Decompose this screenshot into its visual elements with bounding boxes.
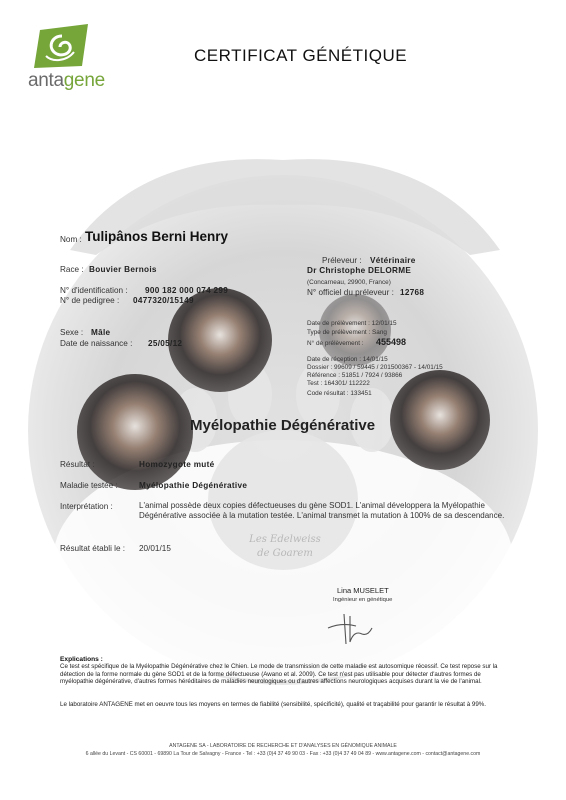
dog-photo-2 [77, 374, 193, 490]
etabli-value: 20/01/15 [139, 544, 171, 553]
explications-paragraph-1: Ce test est spécifique de la Myélopathie Dégénérative chez le Chien. Le mode de transmission de cette maladie est autosomique récessif. Ce test repose sur la détection de la forme normale du gène SOD1 et de la forme défectueuse (Awano et al. 2009). Ce test n'est pas utilisable pour détecter d'autres formes de myélopathie dégénérative, d'autres formes héréditaires de maladies neurologiques ou d'autres affections neurologiques acquises durant la vie de l'animal. [60, 663, 498, 686]
identification-value: 900 182 000 074 299 [145, 286, 229, 295]
pedigree-label: N° de pedigree : [60, 296, 120, 305]
watermark-kennel-name [225, 533, 345, 561]
interpretation-label: Interprétation : [60, 502, 113, 511]
logo-suffix: gene [63, 70, 105, 91]
race-label: Race : [60, 265, 84, 274]
test-number: Test : 164301/ 112222 [307, 380, 370, 387]
disease-title: Myélopathie Dégénérative [190, 417, 376, 434]
num-prelevement-label: N° de prélèvement : [307, 340, 364, 347]
footer-line-2: 6 allée du Levant - CS 60001 - 69890 La Tour de Salvagny - France - Tel : +33 (0)4 37 49 90 03 - Fax : +33 (0)4 37 49 04 89 - www.antagene.com - contact@antagene.com [85, 751, 481, 757]
resultat-label: Résultat : [60, 460, 95, 469]
identification-label: N° d'identification : [60, 286, 128, 295]
maladie-label: Maladie testée : [60, 481, 118, 490]
date-prelevement: Date de prélèvement : 12/01/15 [307, 320, 397, 327]
reference: Référence : 51851 / 7924 / 93866 [307, 372, 403, 379]
naissance-value: 25/05/12 [148, 339, 183, 348]
nom-label: Nom : [60, 235, 82, 244]
signer-name: Lina MUSELET [337, 586, 389, 595]
explications-paragraph-2: Le laboratoire ANTAGENE met en oeuvre tous les moyens en termes de fiabilité (sensibilité, spécificité), qualité et traçabilité pour garantir le résultat à 99%. [60, 701, 486, 708]
naissance-label: Date de naissance : [60, 339, 133, 348]
explications-title: Explications : [60, 656, 103, 663]
preleveur-num-value: 12768 [400, 288, 425, 297]
logo-mark-icon [30, 22, 92, 70]
signature-mark [322, 608, 382, 648]
footer-line-1: ANTAGENE SA - LABORATOIRE DE RECHERCHE ET D'ANALYSES EN GÉNOMIQUE ANIMALE [169, 743, 397, 749]
num-prelevement-value: 455498 [376, 337, 407, 347]
date-reception: Date de réception : 14/01/15 [307, 356, 388, 363]
race-value: Bouvier Bernois [89, 265, 157, 274]
preleveur-name: Dr Christophe DELORME [307, 266, 412, 275]
watermark-line-1: Les Edelweiss [249, 534, 321, 545]
dog-photo-3 [390, 370, 490, 470]
preleveur-value: Vétérinaire [370, 256, 416, 265]
watermark-line-2: de Goarem [257, 548, 313, 559]
resultat-value: Homozygote muté [139, 460, 215, 469]
logo-wordmark [28, 70, 105, 92]
type-prelevement: Type de prélèvement : Sang [307, 329, 387, 336]
pedigree-value: 0477320/15149 [133, 296, 194, 305]
sexe-value: Mâle [91, 328, 111, 337]
preleveur-label: Préleveur : [322, 256, 362, 265]
sexe-label: Sexe : [60, 328, 84, 337]
preleveur-city: (Concarneau, 29900, France) [307, 279, 391, 286]
nom-value: Tulipânos Berni Henry [85, 229, 229, 244]
logo-prefix: anta [28, 70, 64, 91]
etabli-label: Résultat établi le : [60, 544, 126, 553]
signer-role: Ingénieur en génétique [333, 597, 393, 603]
code-resultat: Code résultat : 133451 [307, 390, 372, 397]
preleveur-num-label: N° officiel du préleveur : [307, 288, 394, 297]
dossier: Dossier : 99609 / 59445 / 201500367 - 14/01/15 [307, 364, 443, 371]
maladie-value: Myélopathie Dégénérative [139, 481, 248, 490]
interpretation-text: L'animal possède deux copies défectueuses du gène SOD1. L'animal développera la Myélopathie Dégénérative associée à la mutation testée. L'animal transmet la mutation à 100% de sa descendance. [139, 501, 505, 521]
page-title: CERTIFICAT GÉNÉTIQUE [194, 46, 408, 65]
